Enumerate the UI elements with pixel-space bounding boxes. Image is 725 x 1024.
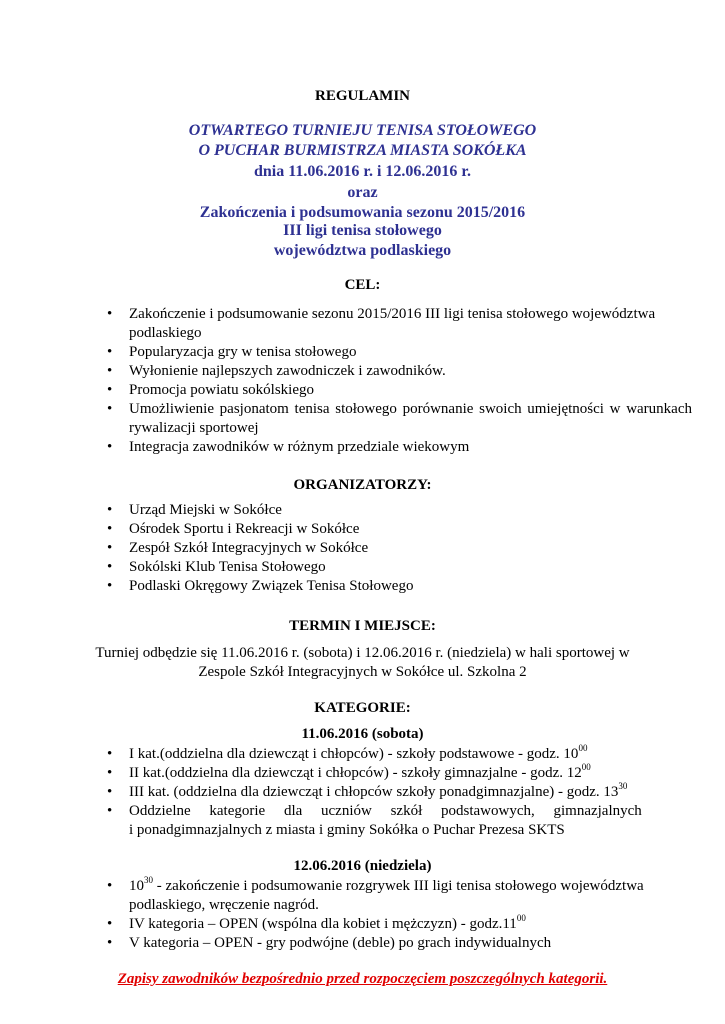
bullet-icon: • [107,382,113,398]
list-item: • I kat.(oddzielna dla dziewcząt i chłopców) - szkoły podstawowe - godz. $10^{00}$ [107,743,588,762]
list-item: • Wyłonienie najlepszych zawodniczek i zawodników. [107,363,446,379]
subtitle-line-2: O PUCHAR BURMISTRZA MIASTA SOKÓŁKA [198,142,527,159]
list-item: • IV kategoria – OPEN (wspólna dla kobiet i mężczyzn) - $godz.11^{00}$ [107,913,526,932]
bullet-icon: • [107,363,113,379]
day2-list [107,877,692,953]
list-item: • Promocja powiatu sokólskiego [107,382,314,398]
bullet-icon: • [107,344,113,360]
bullet-icon: • [107,439,113,455]
subtitle-oraz: oraz [347,184,378,201]
list-item: • Oddzielne kategorie dla uczniów szkół podstawowych, gimnazjalnych i ponadgimnazjalnych z miasta i gminy Sokółka o Puchar Prezesa SKTS [107,803,642,838]
bullet-icon: • [107,746,113,762]
list-item: • Zespół Szkół Integracyjnych w Sokółce [107,540,369,556]
termin-heading: TERMIN I MIEJSCE: [289,618,436,634]
organizatorzy-heading: ORGANIZATORZY: [293,477,432,493]
bullet-icon: • [107,765,113,781]
bullet-icon: • [107,916,113,932]
day2-date: 12.06.2016 (niedziela) [293,858,432,874]
organizatorzy-list [107,501,692,596]
bullet-icon: • [107,784,113,800]
bullet-icon: • [107,935,113,951]
cel-heading: CEL: [344,277,381,293]
footer-note: Zapisy zawodników bezpośrednio przed rozpoczęciem poszczególnych kategorii. [117,971,608,987]
kategorie-heading: KATEGORIE: [314,700,411,716]
list-item: • II kat.(oddzielna dla dziewcząt i chłopców) - szkoły gimnazjalne - godz. $12^{00}$ [107,762,591,781]
subtitle-line-5: Zakończenia i podsumowania sezonu 2015/2016 [199,204,526,221]
bullet-icon: • [107,559,113,575]
bullet-icon: • [107,401,113,417]
list-item: • $10^{30}$ - zakończenie i podsumowanie rozgrywek III ligi tenisa stołowego województwa podlaskiego, wręczenie nagród. [107,875,644,913]
list-item: • Popularyzacja gry w tenisa stołowego [107,344,357,360]
list-item: • V kategoria – OPEN - gry podwójne (deble) po grach indywidualnych [107,935,552,951]
list-item: • Integracja zawodników w różnym przedziale wiekowym [107,439,470,455]
list-item: • Urząd Miejski w Sokółce [107,502,282,518]
termin-line-2: Zespole Szkół Integracyjnych w Sokółce ul. Szkolna 2 [198,664,527,680]
day1-date: 11.06.2016 (sobota) [301,726,424,742]
bullet-icon: • [107,306,113,322]
subtitle-dates: dnia 11.06.2016 r. i 12.06.2016 r. [253,163,472,180]
list-item: • Umożliwienie pasjonatom tenisa stołowego porównanie swoich umiejętności w warunkach rywalizacji sportowej [107,401,692,436]
termin-line-1: Turniej odbędzie się 11.06.2016 r. (sobota) i 12.06.2016 r. (niedziela) w hali sportowej w [95,645,630,661]
bullet-icon: • [107,540,113,556]
bullet-icon: • [107,878,113,894]
bullet-icon: • [107,502,113,518]
bullet-icon: • [107,578,113,594]
bullet-icon: • [107,521,113,537]
bullet-icon: • [107,803,113,819]
list-item: • III kat. (oddzielna dla dziewcząt i chłopców szkoły ponadgimnazjalne) - godz. $13^{30}$ [107,781,628,800]
subtitle-line-6: III ligi tenisa stołowego [283,222,442,239]
subtitle-line-7: województwa podlaskiego [273,242,452,259]
list-item: • Sokólski Klub Tenisa Stołowego [107,559,326,575]
subtitle-line-1: OTWARTEGO TURNIEJU TENISA STOŁOWEGO [188,122,537,139]
list-item: • Ośrodek Sportu i Rekreacji w Sokółce [107,521,360,537]
day1-list [107,745,692,840]
document-title: REGULAMIN [314,88,410,104]
cel-list [107,305,692,457]
list-item: • Podlaski Okręgowy Związek Tenisa Stołowego [107,578,414,594]
list-item: • Zakończenie i podsumowanie sezonu 2015/2016 III ligi tenisa stołowego województwa podlaskiego [107,306,656,341]
